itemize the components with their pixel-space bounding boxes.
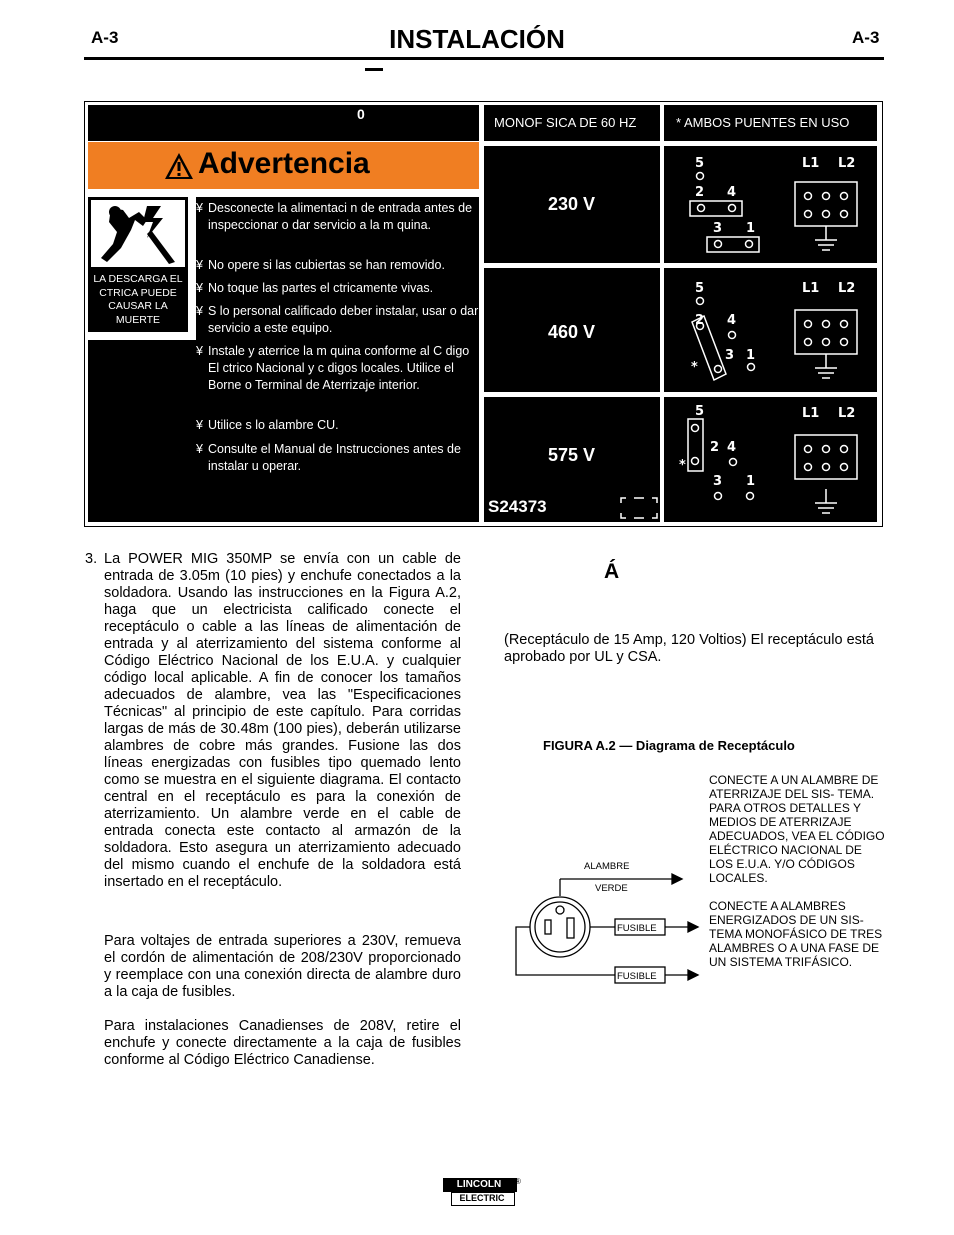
bullet-mark: ¥: [196, 418, 203, 432]
wiring-cell-230: [664, 146, 877, 263]
line-l2: L2: [838, 406, 856, 421]
warning-bullet: ¥ Desconecte la alimentaci n de entrada antes de inspeccionar o dar servicio a la m quina.: [196, 201, 473, 232]
wire-label-line1: ALAMBRE: [584, 861, 630, 872]
receptacle-diagram: [500, 850, 710, 990]
section-dash: [365, 68, 383, 71]
decal-top-bar: [88, 105, 479, 141]
wiring-cell-460: [664, 268, 877, 392]
terminal-2: 2: [695, 313, 705, 328]
voltage-cell-575: [484, 397, 660, 522]
warning-bullet: ¥ S lo personal calificado deber instalar, usar o dar servicio a este equipo.: [196, 304, 479, 335]
registered-mark: ®: [515, 1177, 521, 1186]
voltage-label-460: 460 V: [548, 322, 596, 342]
line-l1: L1: [802, 281, 820, 296]
terminal-2: 2: [695, 185, 705, 200]
terminal-2: 2: [710, 440, 720, 455]
wiring-diagram-460-icon: [664, 268, 877, 392]
shock-hazard-pictogram: [88, 197, 188, 332]
phase-label: MONOF SICA DE 60 HZ: [494, 115, 637, 130]
page-number-right: A-3: [852, 28, 880, 47]
corner-marks-icon: [620, 497, 658, 519]
figure-caption: FIGURA A.2 — Diagrama de Receptáculo: [543, 738, 795, 753]
fuse-label-top: FUSIBLE: [617, 923, 657, 934]
ground-note: CONECTE A UN ALAMBRE DE ATERRIZAJE DEL SIS- TEMA. PARA OTROS DETALLES Y MEDIOS DE ATERRIZAJE ADECUADOS, VEA EL CÓDIGO ELÉCTRICO NACIONAL DE LOS E.U.A. Y/O CÓDIGOS LOCALES.: [709, 773, 885, 885]
receptacle-text: (Receptáculo de 15 Amp, 120 Voltios) El receptáculo está aprobado por UL y CSA.: [504, 632, 874, 665]
phase-label-cell: [484, 105, 660, 141]
warning-bullet: ¥ No opere si las cubiertas se han removido.: [196, 258, 445, 272]
bullet-mark: ¥: [196, 304, 203, 318]
fuse-label-bottom: FUSIBLE: [617, 971, 657, 982]
warning-bullet: ¥ Instale y aterrice la m quina conforme al C digo El ctrico Nacional y c digos locales. Utilice el Borne o Terminal de Aterrizaje interior.: [196, 344, 470, 392]
line-l1: L1: [802, 156, 820, 171]
warning-bullets-block: [196, 197, 479, 522]
jumper-star: *: [679, 458, 686, 473]
electric-shock-icon: [91, 200, 185, 267]
terminal-1: 1: [746, 348, 756, 363]
terminal-1: 1: [746, 474, 756, 489]
terminal-1: 1: [746, 221, 756, 236]
terminal-4: 4: [727, 440, 737, 455]
page-number-left: A-3: [91, 28, 119, 47]
logo-top: LINCOLN: [456, 1179, 502, 1190]
jumpers-label: * AMBOS PUENTES EN USO: [676, 115, 850, 130]
bullet-mark: ¥: [196, 281, 203, 295]
wiring-diagram-575-icon: [664, 397, 877, 522]
page-title: INSTALACIÓN: [389, 24, 565, 54]
bullet-mark: ¥: [196, 201, 203, 215]
decal-lower-left-block: [88, 340, 196, 522]
warning-bullet: ¥ Utilice s lo alambre CU.: [196, 418, 339, 432]
bullet-mark: ¥: [196, 442, 203, 456]
jumper-star: *: [691, 360, 698, 375]
hot-wires-note: CONECTE A ALAMBRES ENERGIZADOS DE UN SIS- TEMA MONOFÁSICO DE TRES ALAMBRES O A UNA FASE DE UN SISTEMA TRIFÁSICO.: [709, 899, 883, 969]
voltage-label-575: 575 V: [548, 445, 596, 465]
logo-bottom: ELECTRIC: [459, 1193, 505, 1203]
warning-banner: [88, 142, 479, 189]
wire-label-line2: VERDE: [595, 883, 628, 894]
terminal-4: 4: [727, 185, 737, 200]
wiring-cell-575: [664, 397, 877, 522]
header-rule: [84, 57, 884, 60]
warning-word: Advertencia: [198, 147, 370, 180]
voltage-label-230: 230 V: [548, 194, 596, 214]
part-code: S24373: [488, 497, 547, 516]
terminal-5: 5: [695, 156, 705, 171]
lincoln-electric-logo: [443, 1178, 521, 1206]
shock-caption: LA DESCARGA EL CTRICA PUEDE CAUSAR LA MUERTE: [93, 273, 183, 326]
bullet-mark: ¥: [196, 258, 203, 272]
terminal-5: 5: [695, 404, 705, 419]
voltage-cell-230: [484, 146, 660, 263]
paragraph-canadian: Para instalaciones Canadienses de 208V, retire el enchufe y conecte directamente a la caja de fusibles conforme al Código Eléctrico Canadiense.: [104, 1018, 461, 1068]
terminal-3: 3: [725, 348, 735, 363]
line-l2: L2: [838, 281, 856, 296]
terminal-3: 3: [713, 474, 723, 489]
paragraph-higher-voltage: Para voltajes de entrada superiores a 230V, remueva el cordón de alimentación de 208/230V proporcionado y reemplace con una conexión directa de alambre duro a la caja de fusibles.: [104, 933, 461, 1000]
warning-bullet: ¥ No toque las partes el ctricamente vivas.: [196, 281, 434, 295]
warning-bullet: ¥ Consulte el Manual de Instrucciones antes de instalar u operar.: [196, 442, 461, 473]
section-heading-mark: Á: [604, 560, 620, 583]
terminal-5: 5: [695, 281, 705, 296]
line-l1: L1: [802, 406, 820, 421]
line-l2: L2: [838, 156, 856, 171]
bullet-mark: ¥: [196, 344, 203, 358]
voltage-cell-460: [484, 268, 660, 392]
terminal-3: 3: [713, 221, 723, 236]
terminal-4: 4: [727, 313, 737, 328]
warning-triangle-icon: [164, 152, 194, 180]
wiring-diagram-230-icon: [664, 146, 877, 263]
item-number: 3.: [85, 551, 98, 567]
decal-top-mark: 0: [357, 106, 365, 122]
jumpers-label-cell: [664, 105, 877, 141]
paragraph-power-cable: La POWER MIG 350MP se envía con un cable de entrada de 3.05m (10 pies) y enchufe conectados a la soldadora. Usando las instrucciones en la Figura A.2, haga que un electricista calificado conecte el receptáculo o cable a las líneas de alimentación de entrada y al aterrizamiento del sistema conforme al Código Eléctrico Nacional de los E.U.A. y cualquier código local aplicable. A fin de conocer los tamaños adecuados de alambre, vea las "Especificaciones Técnicas" al principio de este capítulo. Para corridas largas de más de 30.48m (100 pies), deberán utilizarse alambres de cobre más grandes. Fusione las dos líneas energizadas con fusibles tipo quemado lento como se muestra en el siguiente diagrama. El contacto central en el receptáculo es para la conexión de aterrizamiento. Un alambre verde en el cable de entrada conecta este contacto al armazón de la soldadora. Esto asegura un aterrizamiento adecuado del mismo cuando el enchufe de la soldadora está insertado en el receptáculo.: [104, 551, 461, 890]
